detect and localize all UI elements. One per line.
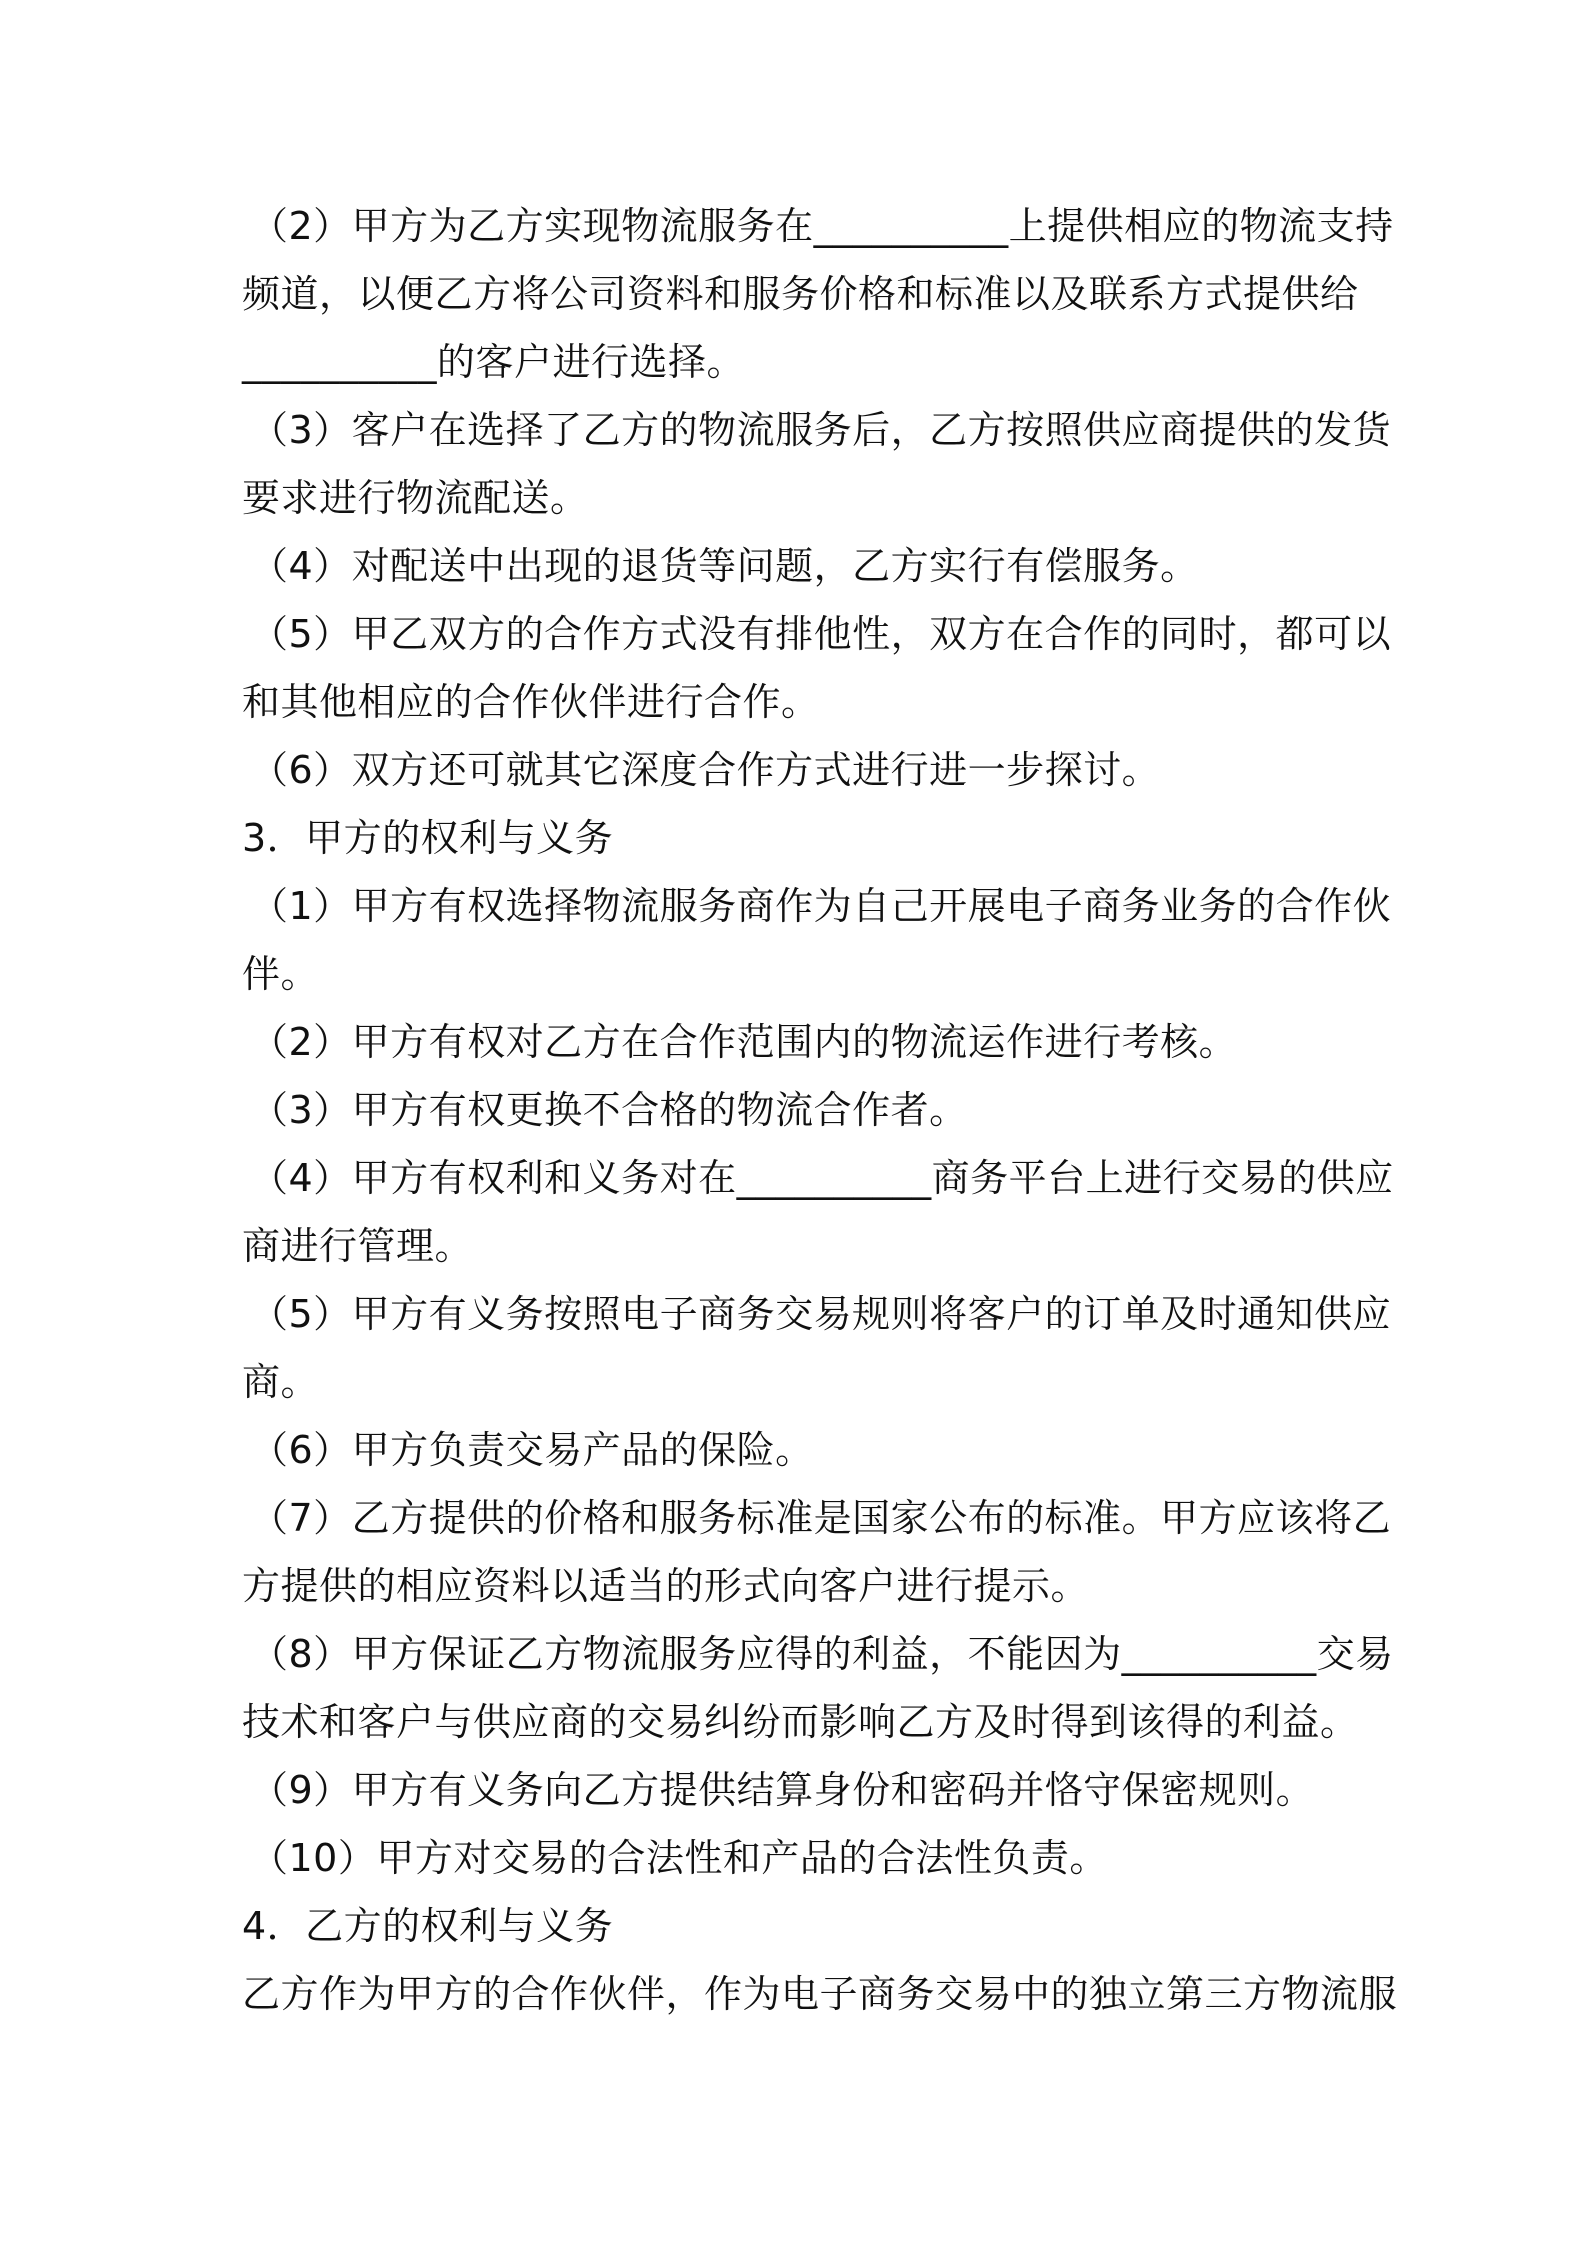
section-heading: 3．甲方的权利与义务 <box>242 816 614 860</box>
text-line: （5）甲乙双方的合作方式没有排他性，双方在合作的同时，都可以 <box>250 612 1392 656</box>
text-line: 乙方作为甲方的合作伙伴，作为电子商务交易中的独立第三方物流服 <box>242 1972 1398 2016</box>
text-line: （9）甲方有义务向乙方提供结算身份和密码并恪守保密规则。 <box>250 1768 1315 1812</box>
text-line: 技术和客户与供应商的交易纠纷而影响乙方及时得到该得的利益。 <box>242 1700 1359 1744</box>
text-line: （10）甲方对交易的合法性和产品的合法性负责。 <box>250 1836 1108 1880</box>
text-line: （5）甲方有义务按照电子商务交易规则将客户的订单及时通知供应 <box>250 1292 1392 1336</box>
text-line: __________的客户进行选择。 <box>242 340 746 384</box>
text-line: 商进行管理。 <box>242 1224 474 1268</box>
text-line: （1）甲方有权选择物流服务商作为自己开展电子商务业务的合作伙 <box>250 884 1392 928</box>
text-line: 伴。 <box>242 952 320 996</box>
section-heading: 4．乙方的权利与义务 <box>242 1904 614 1948</box>
text-line: （8）甲方保证乙方物流服务应得的利益，不能因为__________交易 <box>250 1632 1394 1676</box>
text-line: 方提供的相应资料以适当的形式向客户进行提示。 <box>242 1564 1090 1608</box>
text-line: 商。 <box>242 1360 320 1404</box>
text-line: （4）甲方有权利和义务对在__________商务平台上进行交易的供应 <box>250 1156 1394 1200</box>
text-line: （6）甲方负责交易产品的保险。 <box>250 1428 814 1472</box>
text-line: （7）乙方提供的价格和服务标准是国家公布的标准。甲方应该将乙 <box>250 1496 1392 1540</box>
text-line: （3）甲方有权更换不合格的物流合作者。 <box>250 1088 968 1132</box>
text-line: （3）客户在选择了乙方的物流服务后，乙方按照供应商提供的发货 <box>250 408 1392 452</box>
text-line: （2）甲方为乙方实现物流服务在__________上提供相应的物流支持 <box>250 204 1394 248</box>
text-line: （6）双方还可就其它深度合作方式进行进一步探讨。 <box>250 748 1161 792</box>
text-line: 要求进行物流配送。 <box>242 476 589 520</box>
document-body <box>242 192 1398 2028</box>
text-line: （2）甲方有权对乙方在合作范围内的物流运作进行考核。 <box>250 1020 1238 1064</box>
text-line: 频道，以便乙方将公司资料和服务价格和标准以及联系方式提供给 <box>242 272 1359 316</box>
text-line: 和其他相应的合作伙伴进行合作。 <box>242 680 820 724</box>
text-line: （4）对配送中出现的退货等问题，乙方实行有偿服务。 <box>250 544 1199 588</box>
